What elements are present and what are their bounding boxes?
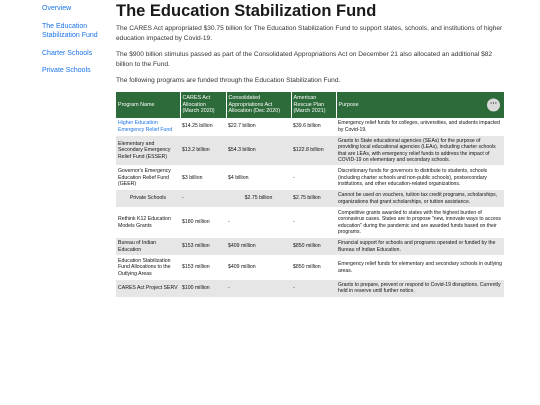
intro-paragraph: The CARES Act appropriated $30.75 billion for The Education Stabilization Fund to support states, schools, and institutions of higher education impacted by Covid-19.: [116, 25, 503, 42]
program-name: Education Stabilization Fund Allocations to the Outlying Areas: [118, 257, 171, 277]
program-name-cell: [116, 190, 180, 208]
program-name: CARES Act Project SERV: [118, 285, 178, 292]
purpose-cell: Competitive grants awarded to states with the highest burden of coronavirus cases. States are to propose "new, innovate ways to access education" during the pandemic and are awarded funds based on their programs.: [336, 207, 504, 237]
cares-allocation-cell: $13.2 billion: [180, 135, 226, 165]
purpose-cell: Emergency relief funds for colleges, universities, and students impacted by Covid-19.: [336, 118, 504, 135]
program-name-cell: [116, 135, 180, 165]
program-name-cell: [116, 255, 180, 279]
page-title: The Education Stabilization Fund: [116, 2, 377, 20]
arp-allocation-cell: -: [291, 280, 336, 298]
column-header-cares-act: CARES Act Allocation (March 2020): [180, 92, 226, 118]
arp-allocation-cell: $850 million: [291, 255, 336, 279]
table-row: [116, 238, 504, 256]
arp-allocation-cell: $122.8 billion: [291, 135, 336, 165]
table-header-row: [116, 92, 504, 118]
program-name-cell: [116, 207, 180, 237]
sidebar-item-private-schools[interactable]: Private Schools: [42, 67, 91, 74]
column-header-purpose: [336, 92, 504, 118]
table-row: [116, 190, 504, 208]
caa-allocation-cell: -: [226, 280, 291, 298]
main-content: [116, 0, 508, 298]
purpose-cell: Discretionary funds for governors to distribute to students, schools (including charter schools and non-public schools), postsecondary institutions, and other education-related organizations.: [336, 166, 504, 190]
caa-allocation-cell: -: [226, 207, 291, 237]
program-name-link[interactable]: Higher Education Emergency Relief Fund: [118, 120, 173, 133]
table-row: [116, 135, 504, 165]
program-name-cell: [116, 238, 180, 256]
cares-allocation-cell: $100 million: [180, 280, 226, 298]
arp-allocation-cell: -: [291, 207, 336, 237]
programs-intro-paragraph: The following programs are funded through the Education Stabilization Fund.: [116, 77, 341, 84]
program-name-cell: [116, 118, 180, 135]
column-header-program-name: Program Name: [116, 92, 180, 118]
program-name-cell: [116, 280, 180, 298]
purpose-cell: Financial support for schools and programs operated or funded by the Bureau of Indian Education.: [336, 238, 504, 256]
table-row: [116, 207, 504, 237]
sidebar-item-charter-schools[interactable]: Charter Schools: [42, 49, 93, 57]
caa-allocation-cell: $409 million: [226, 238, 291, 256]
cares-allocation-cell: $153 million: [180, 238, 226, 256]
more-options-icon[interactable]: ⋯: [487, 99, 500, 112]
column-header-consolidated-appropriations: Consolidated Appropriations Act Allocation (Dec 2020): [226, 92, 291, 118]
table-row: [116, 255, 504, 279]
caa-allocation-cell: $2.75 billion: [226, 190, 291, 208]
column-header-purpose-label: Purpose: [338, 101, 359, 108]
table-row: [116, 280, 504, 298]
stimulus-paragraph: The $900 billion stimulus passed as part of the Consolidated Appropriations Act on December 21 also allocated an additional $82 billion to the Fund.: [116, 51, 493, 68]
arp-allocation-cell: -: [291, 166, 336, 190]
table-row: [116, 118, 504, 135]
caa-allocation-cell: $54.3 billion: [226, 135, 291, 165]
program-name: Elementary and Secondary Emergency Relief Fund (ESSER): [118, 140, 171, 160]
sidebar-item-overview[interactable]: Overview: [42, 5, 72, 12]
program-name: Governor's Emergency Education Relief Fund (GEER): [118, 168, 171, 187]
purpose-cell: Emergency relief funds for elementary and secondary schools in outlying areas.: [336, 255, 504, 279]
table-row: [116, 166, 504, 190]
purpose-cell: Grants to State educational agencies (SEAs) for the purpose of providing local educational agencies (LEAs), including charter schools that are LEAs, with emergency relief funds to address the impact of COVID-19 on elementary and secondary schools.: [336, 135, 504, 165]
program-name-cell: [116, 166, 180, 190]
cares-allocation-cell: $180 million: [180, 207, 226, 237]
sidebar-item-education-stabilization-fund[interactable]: The Education Stabilization Fund: [42, 22, 98, 39]
table-body: [116, 118, 504, 297]
arp-allocation-cell: $850 million: [291, 238, 336, 256]
purpose-cell: Cannot be used on vouchers, tuition tax credit programs, scholarships, organizations that grant scholarships, or tuition assistance.: [336, 190, 504, 208]
program-name: Bureau of Indian Education: [118, 240, 157, 253]
caa-allocation-cell: $4 billion: [226, 166, 291, 190]
sidebar-nav: [42, 4, 108, 84]
caa-allocation-cell: $409 million: [226, 255, 291, 279]
arp-allocation-cell: $39.6 billion: [291, 118, 336, 135]
programs-table: [116, 92, 504, 298]
cares-allocation-cell: $153 million: [180, 255, 226, 279]
program-name: Rethink K12 Education Models Grants: [118, 216, 171, 229]
purpose-cell: Grants to prepare, prevent or respond to Covid-19 disruptions. Currently held in reserve until further notice.: [336, 280, 504, 298]
caa-allocation-cell: $22.7 billion: [226, 118, 291, 135]
column-header-american-rescue-plan: American Rescue Plan (March 2021): [291, 92, 336, 118]
arp-allocation-cell: $2.75 billion: [291, 190, 336, 208]
cares-allocation-cell: $3 billion: [180, 166, 226, 190]
cares-allocation-cell: $14.25 billion: [180, 118, 226, 135]
program-name: Private Schools: [129, 195, 167, 202]
cares-allocation-cell: -: [180, 190, 226, 208]
